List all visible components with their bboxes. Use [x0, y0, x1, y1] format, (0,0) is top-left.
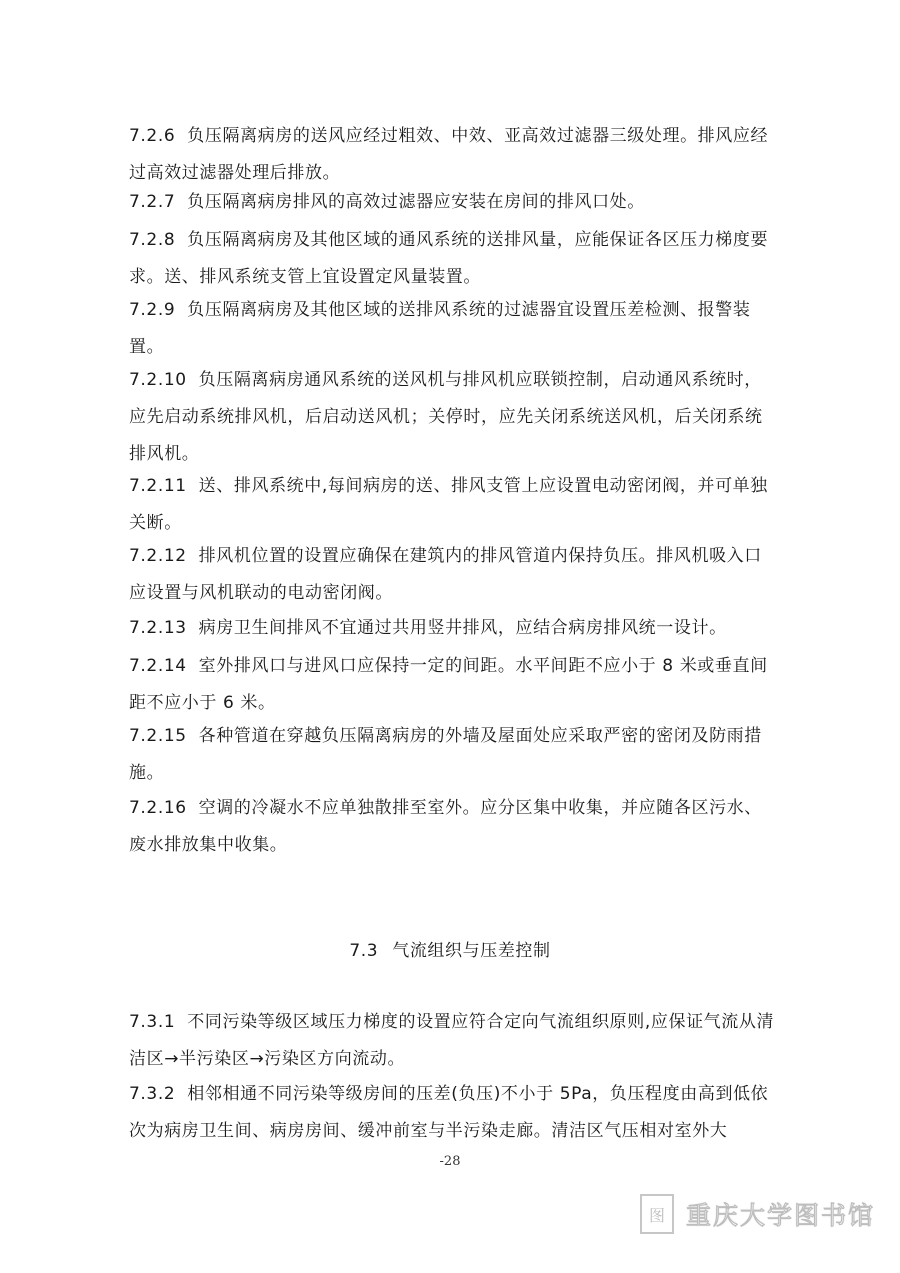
clause-7-3-2 — [129, 1076, 779, 1150]
clause-7-3-1 — [129, 1004, 779, 1078]
clause-7-2-14 — [129, 648, 779, 722]
clause-7-2-16 — [129, 790, 779, 864]
page-number: -28 — [439, 1154, 461, 1169]
watermark-text: 重庆大学图书馆 — [686, 1201, 876, 1230]
clause-number: 7.2.9 — [129, 300, 176, 320]
clause-7-2-10 — [129, 362, 779, 473]
clause-number: 7.2.16 — [129, 798, 187, 818]
clause-7-2-12 — [129, 538, 779, 612]
clause-text: 相邻相通不同污染等级房间的压差(负压)不小于 5Pa，负压程度由高到低依次为病房卫生间、病房房间、缓冲前室与半污染走廊。清洁区气压相对室外大 — [129, 1084, 769, 1141]
clause-7-2-13 — [129, 610, 779, 647]
clause-text: 室外排风口与进风口应保持一定的间距。水平间距不应小于 8 米或垂直间距不应小于 6 米。 — [129, 656, 768, 713]
clause-text: 负压隔离病房的送风应经过粗效、中效、亚高效过滤器三级处理。排风应经过高效过滤器处理后排放。 — [129, 126, 769, 183]
clause-text: 病房卫生间排风不宜通过共用竖井排风，应结合病房排风统一设计。 — [198, 618, 727, 638]
clause-text: 负压隔离病房排风的高效过滤器应安装在房间的排风口处。 — [187, 192, 645, 212]
clause-number: 7.2.6 — [129, 126, 176, 146]
library-seal-icon: 图 — [640, 1194, 674, 1234]
clause-7-2-8 — [129, 222, 779, 296]
library-watermark — [640, 1191, 875, 1237]
clause-text: 排风机位置的设置应确保在建筑内的排风管道内保持负压。排风机吸入口应设置与风机联动的电动密闭阀。 — [129, 546, 762, 603]
clause-text: 负压隔离病房及其他区域的通风系统的送排风量，应能保证各区压力梯度要求。送、排风系统支管上宜设置定风量装置。 — [129, 230, 769, 287]
clause-number: 7.3.1 — [129, 1012, 176, 1032]
clause-number: 7.2.13 — [129, 618, 187, 638]
clause-number: 7.2.14 — [129, 656, 187, 676]
section-number: 7.3 — [349, 941, 379, 961]
clause-number: 7.2.15 — [129, 726, 187, 746]
clause-text: 各种管道在穿越负压隔离病房的外墙及屋面处应采取严密的密闭及防雨措施。 — [129, 726, 762, 783]
clause-number: 7.2.12 — [129, 546, 187, 566]
clause-number: 7.3.2 — [129, 1084, 176, 1104]
clause-text: 送、排风系统中,每间病房的送、排风支管上应设置电动密闭阀，并可单独关断。 — [129, 476, 768, 533]
clause-text: 负压隔离病房及其他区域的送排风系统的过滤器宜设置压差检测、报警装置。 — [129, 300, 751, 357]
clause-7-2-7 — [129, 184, 779, 221]
clause-7-2-11 — [129, 468, 779, 542]
section-title-text: 气流组织与压差控制 — [392, 941, 551, 961]
clause-7-2-15 — [129, 718, 779, 792]
clause-number: 7.2.7 — [129, 192, 176, 212]
clause-text: 空调的冷凝水不应单独散排至室外。应分区集中收集，并应随各区污水、废水排放集中收集。 — [129, 798, 762, 855]
clause-number: 7.2.8 — [129, 230, 176, 250]
section-heading — [0, 933, 900, 970]
clause-text: 不同污染等级区域压力梯度的设置应符合定向气流组织原则,应保证气流从清洁区→半污染区→污染区方向流动。 — [129, 1012, 775, 1069]
clause-text: 负压隔离病房通风系统的送风机与排风机应联锁控制，启动通风系统时，应先启动系统排风机，后启动送风机；关停时，应先关闭系统送风机，后关闭系统排风机。 — [129, 370, 763, 464]
clause-number: 7.2.11 — [129, 476, 187, 496]
clause-number: 7.2.10 — [129, 370, 187, 390]
clause-7-2-9 — [129, 292, 779, 366]
clause-7-2-6 — [129, 118, 779, 192]
